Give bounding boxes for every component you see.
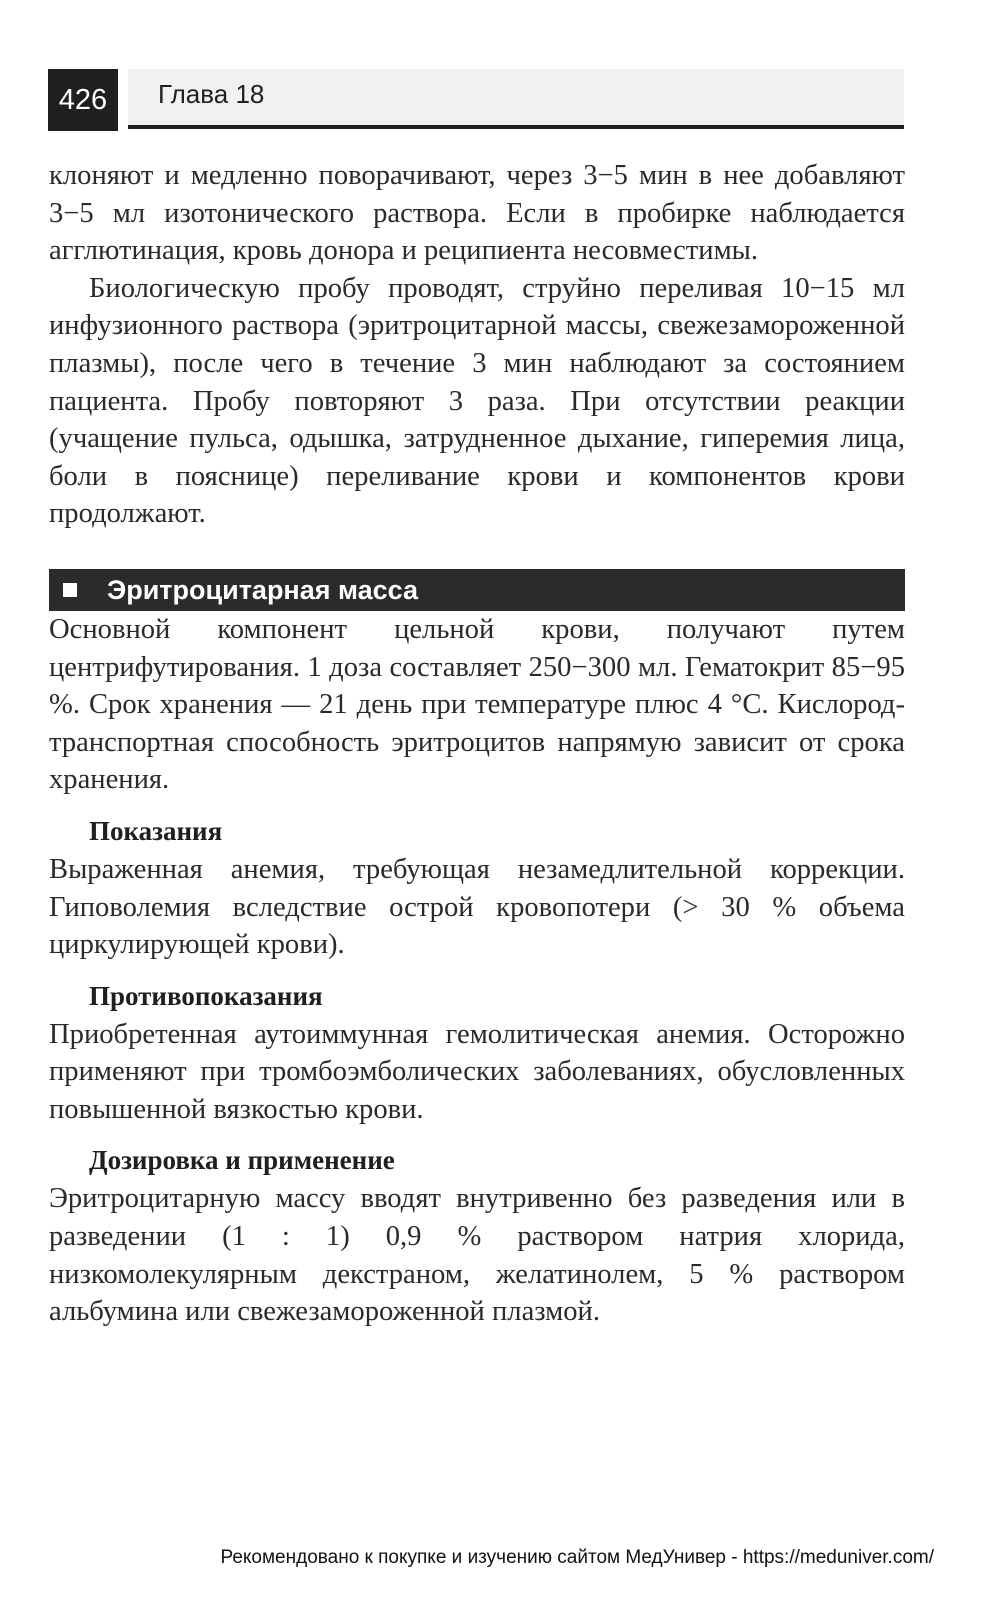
indications-text: Выраженная анемия, требующая незамедлительной коррекции. Гиповолемия вследствие острой кровопотери (> 30 % объема циркулирующей крови). [49,853,905,961]
indications-heading: Показания [89,815,223,846]
dosage-text: Эритроцитарную массу вводят внутривенно без разведения или в разведении (1 : 1) 0,9 % раствором натрия хлорида, низкомолекулярным декстраном, желатинолем, 5 % раствором альбумина или свежезамороженной плазмой. [49,1183,905,1328]
running-header [128,69,904,129]
page-body [49,157,905,1331]
contraindications-heading: Противопоказания [89,980,323,1011]
contraindications-text: Приобретенная аутоиммунная гемолитическая анемия. Осторожно применяют при тромбоэмболических заболеваниях, обусловленных повышенной вязкостью крови. [49,1018,905,1125]
paragraph-continued: клоняют и медленно поворачивают, через 3−5 мин в нее добавляют 3−5 мл изотонического раствора. Если в пробирке наблюдается агглютинация, кровь донора и реципиента несовместимы. [49,160,905,267]
section-intro: Основной компонент цельной крови, получают путем центрифутирования. 1 доза составляет 250−300 мл. Гематокрит 85−95 %. Срок хранения — 21 день при температуре плюс 4 °С. Кислород-транспортная способность эритроцитов напрямую зависит от срока хранения. [49,613,905,796]
section-title: Эритроцитарная масса [107,574,419,605]
page-number: 426 [48,69,118,131]
chapter-label: Глава 18 [158,79,265,109]
square-bullet-icon [63,583,77,597]
footer-note: Рекомендовано к покупке и изучению сайтом МедУнивер - https://meduniver.com/ [220,1547,934,1568]
dosage-heading: Дозировка и применение [89,1145,395,1176]
section-header [49,569,905,611]
paragraph-biological-test: Биологическую пробу проводят, струйно переливая 10−15 мл инфузионного раствора (эритроцитарной массы, свежезамороженной плазмы), после чего в течение 3 мин наблюдают за состоянием пациента. Пробу повторяют 3 раза. При отсутствии реакции (учащение пульса, одышка, затрудненное дыхание, гиперемия лица, боли в пояснице) переливание крови и компонентов крови продолжают. [49,272,905,530]
